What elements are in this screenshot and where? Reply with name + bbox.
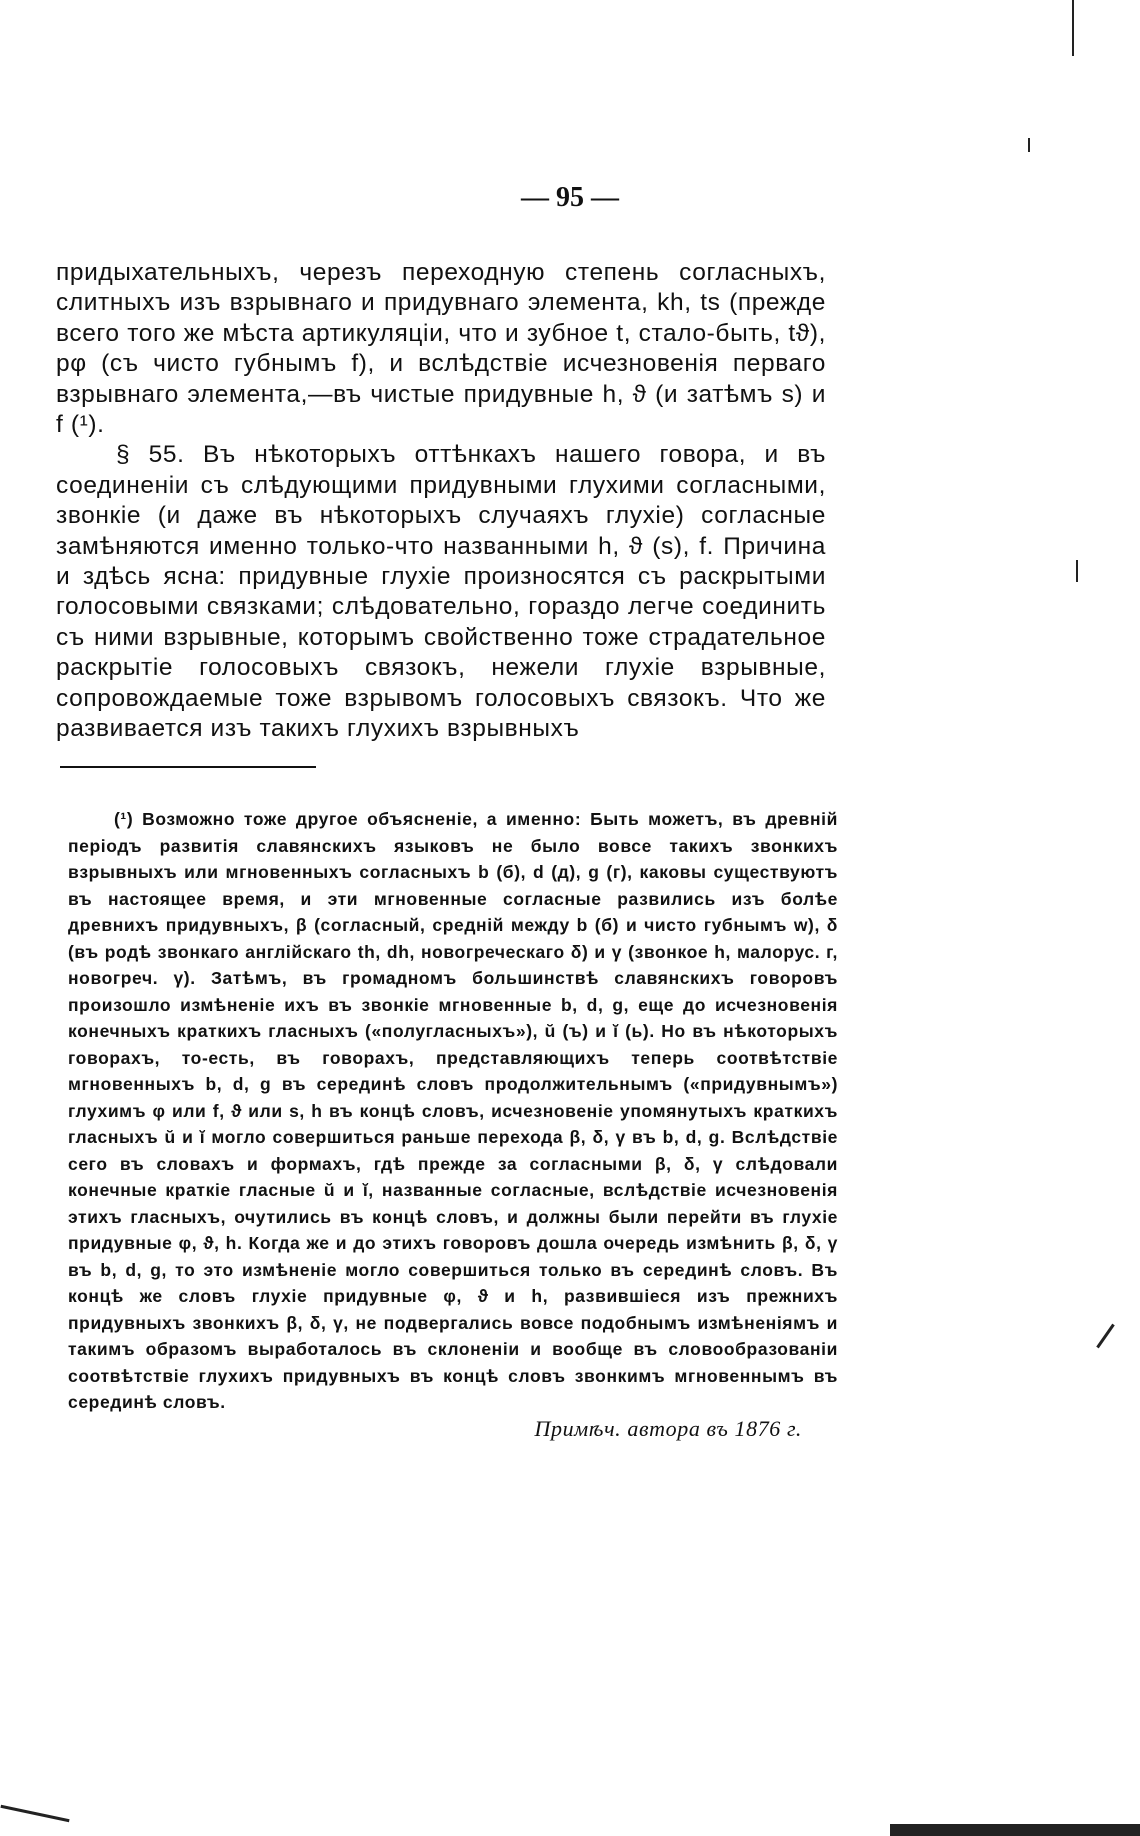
scan-mark	[1096, 1324, 1115, 1349]
footnote-separator	[60, 766, 316, 768]
scan-mark	[890, 1824, 1140, 1836]
scan-mark	[1072, 0, 1074, 56]
paragraph-1: придыхательныхъ, черезъ переходную степень согласныхъ, слитныхъ изъ взрывнаго и придувнаго элемента, kh, ts (прежде всего того же мѣста артикуляціи, что и зубное t, стало-быть, tϑ), pφ (съ чисто губнымъ f), и вслѣдствіе исчезновенія перваго взрывнаго элемента,—въ чистые придувные h, ϑ (и затѣмъ s) и f (¹).	[56, 259, 826, 439]
paragraph-2-section-55: § 55. Въ нѣкоторыхъ оттѣнкахъ нашего говора, и въ соединеніи съ слѣдующими придувными глухими согласными, звонкіе (и даже въ нѣкоторыхъ случаяхъ глухіе) согласные замѣняются именно только-что названными h, ϑ (s), f. Причина и здѣсь ясна: придувные глухіе произносятся съ раскрытыми голосовыми связками; слѣдовательно, гораздо легче соединить съ ними взрывные, которымъ свойственно тоже страдательное раскрытіе голосовыхъ связокъ, нежели глухіе взрывные, сопровождаемые тоже взрывомъ голосовыхъ связокъ. Что же развивается изъ такихъ глухихъ взрывныхъ	[56, 441, 826, 743]
footnote-text: (¹) Возможно тоже другое объясненіе, а именно: Быть можетъ, въ древній періодъ развитія славянскихъ языковъ не было вовсе такихъ звонкихъ взрывныхъ или мгновенныхъ согласныхъ b (б), d (д), g (г), каковы существуютъ въ настоящее время, и эти мгновенные согласные развились изъ болѣе древнихъ придувныхъ, β (согласный, средній между b (б) и чисто губнымъ w), δ (въ родѣ звонкаго англійскаго th, dh, новогреческаго δ) и γ (звонкое h, малорус. г, новогреч. γ). Затѣмъ, въ громадномъ большинствѣ славянскихъ говоровъ произошло измѣненіе ихъ въ звонкіе мгновенные b, d, g, еще до исчезновенія конечныхъ краткихъ гласныхъ («полугласныхъ»), ŭ (ъ) и ĭ (ь). Но въ нѣкоторыхъ говорахъ, то-есть, въ говорахъ, представляющихъ теперь соотвѣтствіе мгновенныхъ b, d, g въ серединѣ словъ продолжительнымъ («придувнымъ») глухимъ φ или f, ϑ или s, h въ концѣ словъ, исчезновеніе упомянутыхъ краткихъ гласныхъ ŭ и ĭ могло совершиться раньше перехода β, δ, γ въ b, d, g. Вслѣдствіе сего въ словахъ и формахъ, гдѣ прежде за согласными β, δ, γ слѣдовали конечные краткіе гласные ŭ и ĭ, названные согласные, вслѣдствіе исчезновенія этихъ гласныхъ, очутились въ концѣ словъ, и должны были перейти въ глухіе придувные φ, ϑ, h. Когда же и до этихъ говоровъ дошла очередь измѣнить β, δ, γ въ b, d, g, то это измѣненіе могло совершиться только въ серединѣ словъ. Въ концѣ же словъ глухіе придувные φ, ϑ и h, развившіеся изъ прежнихъ придувныхъ звонкихъ β, δ, γ, не подвергались вовсе подобнымъ измѣненіямъ и такимъ образомъ выработалось въ склоненіи и вообще въ словообразованіи соотвѣтствіе глухихъ придувныхъ въ концѣ словъ звонкимъ мгновеннымъ въ серединѣ словъ.	[68, 809, 838, 1412]
footnote-signature: Примѣч. автора въ 1876 г.	[534, 1415, 802, 1441]
scan-mark	[1028, 138, 1030, 152]
main-text	[56, 258, 826, 745]
footnote	[68, 806, 838, 1442]
scan-mark	[0, 1805, 69, 1822]
scan-mark	[1076, 560, 1078, 582]
page-number: — 95 —	[521, 182, 619, 213]
